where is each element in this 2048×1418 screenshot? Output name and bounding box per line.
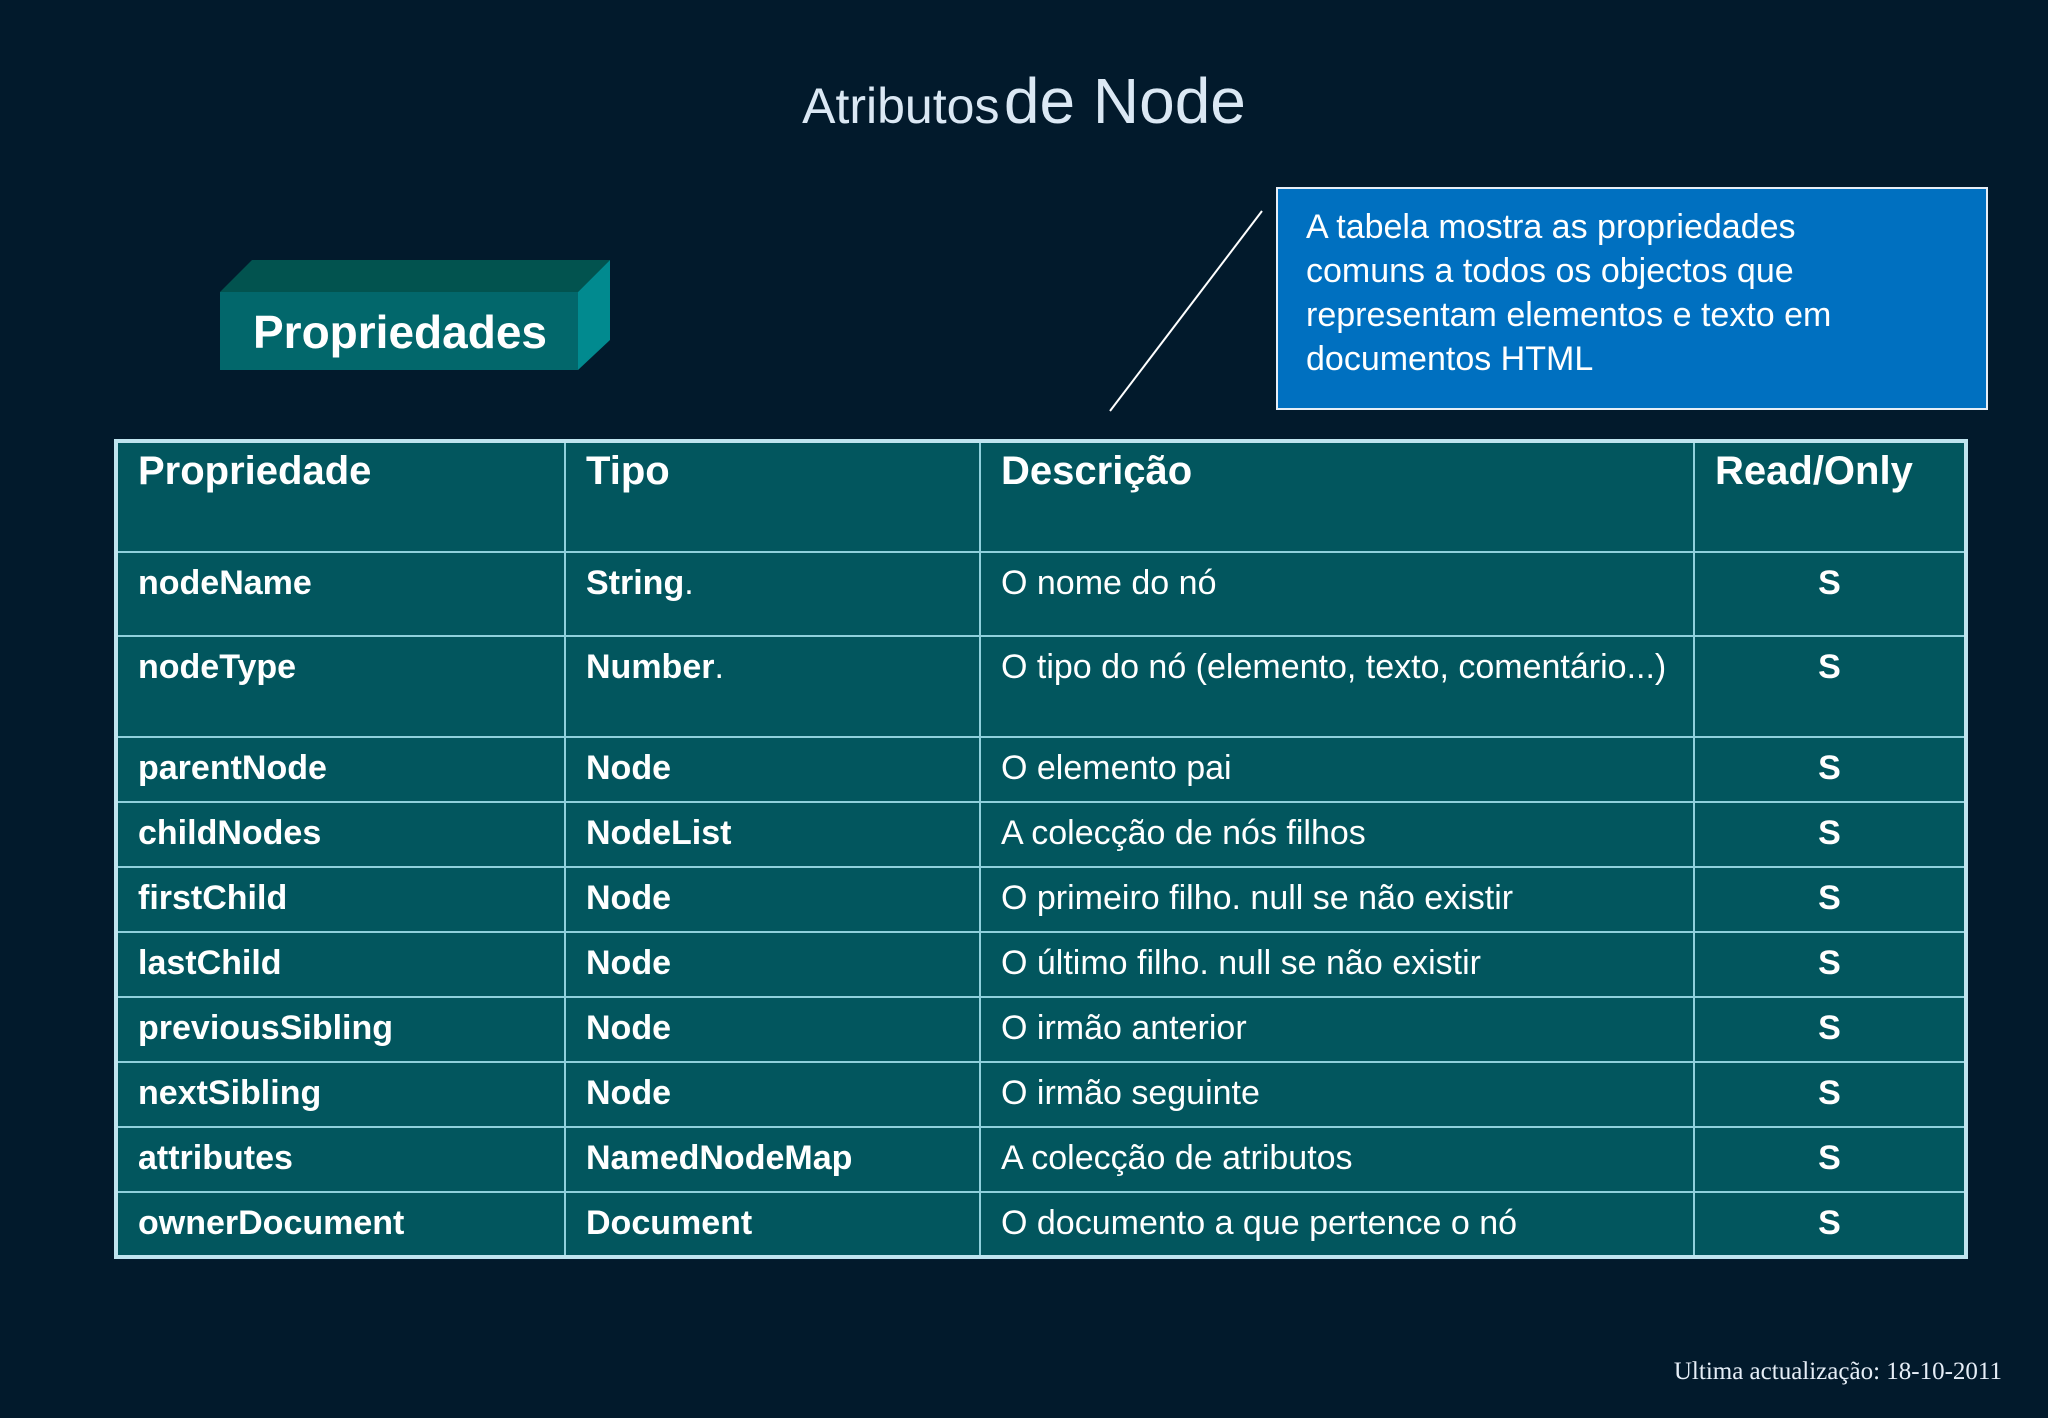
cell-type: NodeList (565, 802, 980, 867)
cell-description: O tipo do nó (elemento, texto, comentário...) (980, 636, 1694, 737)
table-row (116, 802, 1966, 867)
header-read-only: Read/Only (1694, 441, 1966, 552)
table-row (116, 737, 1966, 802)
cell-type: NamedNodeMap (565, 1127, 980, 1192)
cell-property: lastChild (116, 932, 565, 997)
cell-read-only: S (1694, 1127, 1966, 1192)
cell-property: parentNode (116, 737, 565, 802)
table-row (116, 1192, 1966, 1257)
cell-description: A colecção de atributos (980, 1127, 1694, 1192)
cell-description: O primeiro filho. null se não existir (980, 867, 1694, 932)
cell-description: O documento a que pertence o nó (980, 1192, 1694, 1257)
title-part2: de Node (1003, 65, 1246, 137)
callout-pointer (1100, 205, 1270, 415)
cell-read-only: S (1694, 867, 1966, 932)
type-value: String (586, 564, 685, 602)
header-tipo: Tipo (565, 441, 980, 552)
cell-read-only: S (1694, 636, 1966, 737)
table-row (116, 932, 1966, 997)
cell-type (565, 552, 980, 636)
table-row (116, 636, 1966, 737)
cell-description: O nome do nó (980, 552, 1694, 636)
callout-box: A tabela mostra as propriedades comuns a todos os objectos que representam elementos e texto em documentos HTML (1276, 187, 1988, 410)
cell-description: O irmão anterior (980, 997, 1694, 1062)
cell-property: nextSibling (116, 1062, 565, 1127)
section-label-box (220, 260, 610, 370)
cell-type: Node (565, 997, 980, 1062)
properties-table (114, 439, 1968, 1259)
cell-description: O elemento pai (980, 737, 1694, 802)
cell-type: Node (565, 737, 980, 802)
cell-property: childNodes (116, 802, 565, 867)
cell-property: previousSibling (116, 997, 565, 1062)
table-row (116, 552, 1966, 636)
header-descricao: Descrição (980, 441, 1694, 552)
cell-read-only: S (1694, 737, 1966, 802)
table-row (116, 1127, 1966, 1192)
cell-read-only: S (1694, 997, 1966, 1062)
cell-read-only: S (1694, 802, 1966, 867)
cell-read-only: S (1694, 932, 1966, 997)
section-label: Propriedades (253, 306, 547, 358)
cell-type: Node (565, 867, 980, 932)
type-value: Number (586, 648, 715, 686)
cell-type: Node (565, 932, 980, 997)
table-row (116, 867, 1966, 932)
cell-type: Document (565, 1192, 980, 1257)
cell-read-only: S (1694, 552, 1966, 636)
type-suffix: . (684, 564, 694, 602)
table-row (116, 997, 1966, 1062)
cell-type (565, 636, 980, 737)
cell-type: Node (565, 1062, 980, 1127)
cell-read-only: S (1694, 1062, 1966, 1127)
cell-property: ownerDocument (116, 1192, 565, 1257)
cell-property: nodeName (116, 552, 565, 636)
cell-property: nodeType (116, 636, 565, 737)
cell-property: firstChild (116, 867, 565, 932)
last-updated-footer: Ultima actualização: 18-10-2011 (1673, 1358, 2002, 1385)
table-row (116, 1062, 1966, 1127)
table-header-row (116, 441, 1966, 552)
cell-description: O irmão seguinte (980, 1062, 1694, 1127)
cell-description: O último filho. null se não existir (980, 932, 1694, 997)
page-title (0, 64, 2048, 138)
cell-property: attributes (116, 1127, 565, 1192)
cell-description: A colecção de nós filhos (980, 802, 1694, 867)
title-part1: Atributos (802, 78, 1000, 134)
cell-read-only: S (1694, 1192, 1966, 1257)
type-suffix: . (714, 648, 724, 686)
header-propriedade: Propriedade (116, 441, 565, 552)
